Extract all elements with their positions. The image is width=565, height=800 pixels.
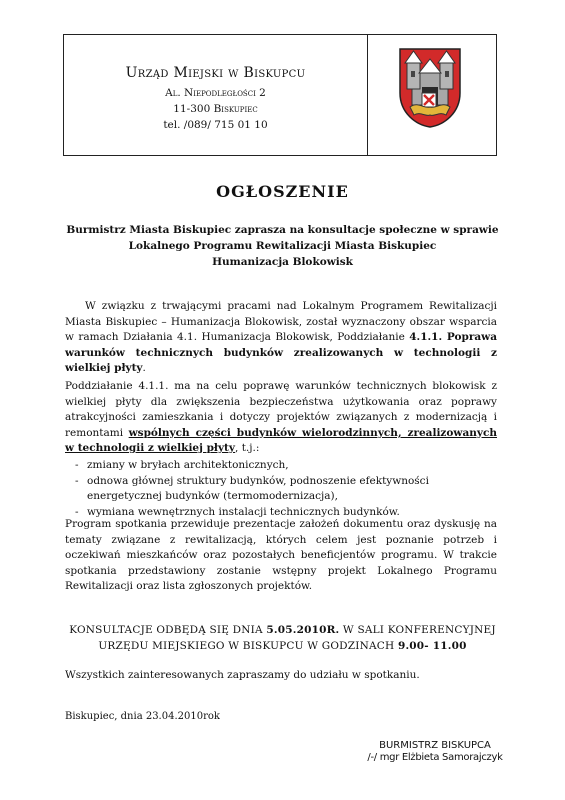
announce-text: KONSULTACJE ODBĘDĄ SIĘ DNIA [69,624,267,636]
org-address: Al. Niepodległości 2 [165,87,266,99]
org-postal-code: 11-300 Biskupiec [173,103,258,115]
list-item [65,458,497,474]
bullet-dash: - [75,505,79,518]
paragraph-meeting-program: Program spotkania przewiduje prezentacje założeń dokumentu oraz dyskusję na tematy związane z rewitalizacją, których celem jest poznanie potrzeb i oczekiwań mieszkańców oraz pozostałych beneficjentów programu. W trakcie spotkania przedstawiony zostanie wstępny projekt Lokalnego Programu Rewitalizacji oraz lista zgłoszonych projektów. [65,518,497,592]
project-types-list [65,458,497,520]
page-title: OGŁOSZENIE [216,182,349,201]
list-item-text: wymiana wewnętrznych instalacji technicznych budynków. [87,505,400,518]
paragraph-text: Poddziałanie 4.1.1. ma na celu poprawę warunków technicznych blokowisk z wielkiej płyty dla zwiększenia bezpieczeństwa użytkowania oraz poprawy atrakcyjności zamieszkania i dotyczy projektów związanych z modernizacją i remontami [65,380,497,439]
paragraph-end: , t.j.: [235,442,260,454]
header-divider [367,35,368,155]
eligible-scope: wspólnych części budynków wielorodzinnych, zrealizowanych w technologii z wielkiej płyty [65,426,498,454]
consultation-time-line [60,638,505,654]
announce-text: W SALI KONFERENCYJNEJ [339,624,496,636]
paragraph-background [65,299,497,377]
list-item-text: zmiany w bryłach architektonicznych, [87,459,289,471]
org-phone: tel. /089/ 715 01 10 [163,119,268,131]
paragraph-text: W związku z trwającymi pracami nad Lokalnym Programem Rewitalizacji Miasta Biskupiec – Humanizacja Blokowisk, został wyznaczony obszar wsparcia w ramach Działania 4.1. Humanizacja Blokowisk, Poddziałanie [65,300,497,343]
bullet-dash: - [75,474,79,487]
paragraph-end: . [142,362,146,374]
signature-name: /-/ mgr Elżbieta Samorajczyk [367,752,503,763]
paragraph-measure-goal [65,379,497,457]
intro-line: Lokalnego Programu Rewitalizacji Miasta Biskupiec [128,240,437,252]
signature-title: BURMISTRZ BISKUPCA [379,740,491,751]
intro-line: Humanizacja Blokowisk [212,256,353,268]
bullet-dash: - [75,459,79,471]
consultation-date-line [60,622,505,638]
measure-name: 4.1.1. Poprawa warunków technicznych budynków zrealizowanych w technologii z wielkiej płyty [65,331,497,374]
invitation-text: Wszystkich zainteresowanych zapraszamy do udziału w spotkaniu. [65,669,420,681]
org-name: Urząd Miejski w Biskupcu [125,65,306,81]
document-date: Biskupiec, dnia 23.04.2010rok [65,711,220,722]
list-item [65,474,497,505]
intro-line: Burmistrz Miasta Biskupiec zaprasza na konsultacje społeczne w sprawie [66,224,499,236]
list-item-text: odnowa głównej struktury budynków, podnoszenie efektywności energetycznej budynków (termomodernizacja), [87,474,429,502]
announce-text: URZĘDU MIEJSKIEGO W BISKUPCU W GODZINACH [98,640,398,652]
coat-of-arms-icon [398,47,462,129]
letterhead [63,34,497,156]
consultation-hours: 9.00- 11.00 [397,640,467,652]
consultation-date: 5.05.2010R. [266,624,340,636]
